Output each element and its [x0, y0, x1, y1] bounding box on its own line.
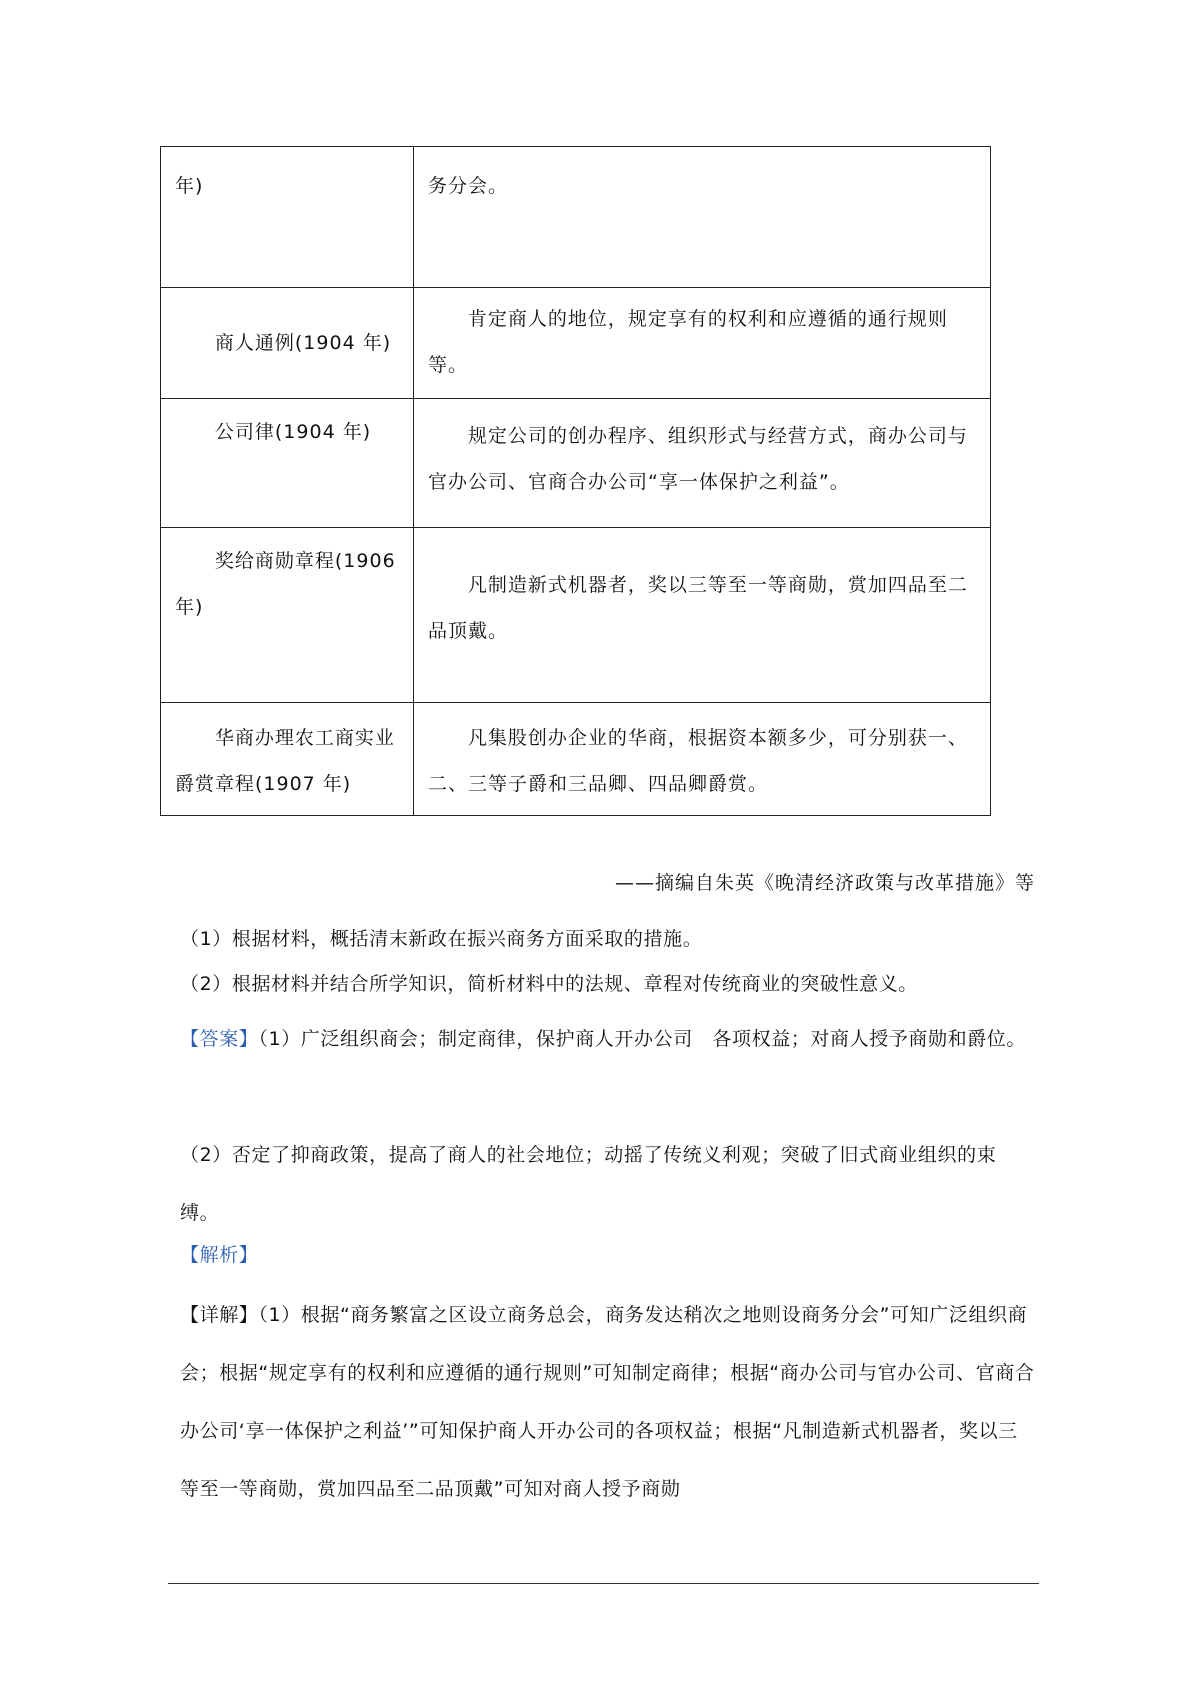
regulation-name-cell [161, 147, 414, 288]
answer-text-1: （1）广泛组织商会；制定商律，保护商人开办公司 各项权益；对商人授予商勋和爵位。 [258, 1028, 1026, 1050]
regulation-content-cell [414, 703, 991, 816]
answer-tag: 【答案】 [180, 1028, 259, 1050]
regulation-content-cell [414, 528, 991, 703]
detail-text: （1）根据“商务繁富之区设立商务总会，商务发达稍次之地则设商务分会”可知广泛组织商会；根据“规定享有的权利和应遵循的通行规则”可知制定商律；根据“商办公司与官办公司、官商合办公司‘享一体保护之利益’”可知保护商人开办公司的各项权益；根据“凡制造新式机器者，奖以三等至一等商勋，赏加四品至二品顶戴”可知对商人授予商勋 [180, 1304, 1035, 1500]
regulation-name: 奖给商勋章程(1906 年) [175, 550, 396, 618]
footer-divider [168, 1583, 1039, 1584]
regulation-content: 凡制造新式机器者，奖以三等至一等商勋，赏加四品至二品顶戴。 [428, 574, 968, 642]
source-citation: ——摘编自朱英《晚清经济政策与改革措施》等 [614, 872, 1035, 894]
answer-part-1 [180, 1010, 1035, 1068]
table-row [161, 528, 991, 703]
policy-table [160, 146, 991, 816]
regulation-content-cell [414, 399, 991, 528]
detail-tag: 【详解】 [180, 1304, 259, 1326]
answer-part-2: （2）否定了抑商政策，提高了商人的社会地位；动摇了传统义利观；突破了旧式商业组织的束缚。 [180, 1144, 997, 1224]
table-row [161, 288, 991, 399]
regulation-name-cell [161, 528, 414, 703]
regulation-name: 华商办理农工商实业爵赏章程(1907 年) [175, 727, 395, 795]
regulation-content: 规定公司的创办程序、组织形式与经营方式，商办公司与官办公司、官商合办公司“享一体保护之利益”。 [428, 425, 968, 493]
regulation-name: 商人通例(1904 年) [214, 332, 392, 354]
regulation-content-cell [414, 288, 991, 399]
regulation-name-cell [161, 288, 414, 399]
regulation-name-cell [161, 703, 414, 816]
analysis-heading [180, 1240, 1035, 1267]
table-row [161, 147, 991, 288]
detail-paragraph [180, 1286, 1035, 1518]
regulation-name-cell [161, 399, 414, 528]
table-row [161, 703, 991, 816]
regulation-content: 凡集股创办企业的华商，根据资本额多少，可分别获一、二、三等子爵和三品卿、四品卿爵赏。 [428, 727, 968, 795]
question-2: （2）根据材料并结合所学知识，简析材料中的法规、章程对传统商业的突破性意义。 [180, 973, 918, 995]
regulation-name: 公司律(1904 年) [214, 421, 372, 443]
table-row [161, 399, 991, 528]
question-1: （1）根据材料，概括清末新政在振兴商务方面采取的措施。 [180, 928, 703, 950]
regulation-content: 肯定商人的地位，规定享有的权利和应遵循的通行规则等。 [428, 308, 948, 376]
regulation-name: 年) [175, 175, 204, 197]
analysis-tag: 【解析】 [180, 1244, 259, 1266]
regulation-content: 务分会。 [428, 175, 509, 197]
regulation-content-cell [414, 147, 991, 288]
